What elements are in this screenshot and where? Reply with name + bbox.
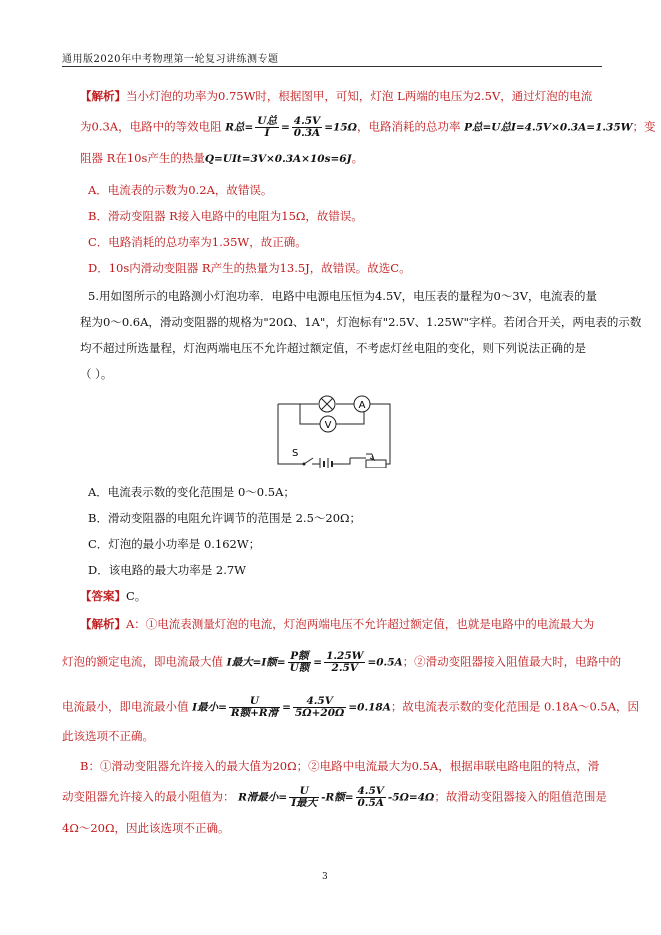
analysis-1-line-1: 【解析】当小灯泡的功率为0.75W时，根据图甲，可知，灯泡 L两端的电压为2.5V，通过灯泡的电流 bbox=[80, 89, 593, 103]
option-2-a: A．电流表示数的变化范围是 0～0.5A； bbox=[88, 485, 295, 499]
analysis-2-line-1: 【解析】A：①电流表测量灯泡的电流，灯泡两端电压不允许超过额定值，也就是电路中的电流最大为 bbox=[80, 617, 595, 631]
analysis-2-b-line-1: B：①滑动变阻器允许接入的最大值为20Ω；②电路中电流最大为0.5A，根据串联电路电阻的特点，滑 bbox=[80, 759, 600, 773]
question-5-line-1: 5.用如图所示的电路测小灯泡功率．电路中电源电压恒为4.5V，电压表的量程为0～3V，电流表的量 bbox=[88, 289, 597, 303]
page-number: 3 bbox=[322, 872, 328, 882]
analysis-2-line-3: 电流最小，即电流最小值 I最小= $\frac{U}{\text{R额+R滑}}$ = $\frac{4.5V}{5\Omega+20\Omega}$ =0.18A；故电流表示数的变化范围是 0.18A～0.5A，因 bbox=[62, 695, 640, 719]
analysis-2-b-line-2: 动变阻器允许接入的最小阻值为： R滑最小= $\frac{U}{\text{I最大}}$ -R额= $\frac{4.5V}{0.5A}$ -5Ω=4Ω；故滑动变阻器接入的阻值范围是 bbox=[62, 785, 607, 809]
svg-text:S: S bbox=[292, 448, 299, 459]
option-1-c: C．电路消耗的总功率为1.35W，故正确。 bbox=[88, 235, 307, 249]
svg-text:A: A bbox=[358, 400, 366, 411]
svg-text:V: V bbox=[324, 420, 332, 431]
circuit-diagram bbox=[270, 392, 410, 468]
option-2-c: C．灯泡的最小功率是 0.162W； bbox=[88, 537, 261, 551]
answer-line: 【答案】C。 bbox=[80, 589, 147, 603]
question-5-line-4: （ ）。 bbox=[80, 367, 113, 381]
rheostat-icon bbox=[366, 454, 386, 468]
option-1-a: A．电流表的示数为0.2A，故错误。 bbox=[88, 183, 273, 197]
lamp-icon bbox=[319, 396, 335, 412]
question-5-line-3: 均不超过所选量程，灯泡两端电压不允许超过额定值，不考虑灯丝电阻的变化，则下列说法正确的是 bbox=[80, 341, 586, 355]
switch-icon bbox=[292, 448, 313, 466]
option-1-b: B．滑动变阻器 R接入电路中的电阻为15Ω，故错误。 bbox=[88, 209, 363, 223]
header-rule bbox=[62, 66, 602, 67]
analysis-1-line-3: 阻器 R在10s产生的热量Q=UIt=3V×0.3A×10s=6J。 bbox=[80, 151, 364, 165]
analysis-2-line-4: 此该选项不正确。 bbox=[62, 729, 154, 743]
analysis-1-line-2: 为0.3A，电路中的等效电阻 R总= $\frac{\text{U总}}{I}$ = $\frac{4.5V}{0.3A}$ =15Ω，电路消耗的总功率 P总=U总I=4.5V×0.3A=1.35W；变 bbox=[80, 115, 656, 139]
voltmeter-icon bbox=[320, 416, 336, 432]
analysis-tag: 【解析】 bbox=[80, 89, 126, 103]
option-2-b: B．滑动变阻器的电阻允许调节的范围是 2.5～20Ω； bbox=[88, 511, 362, 525]
analysis-2-line-2: 灯泡的额定电流，即电流最大值 I最大=I额= $\frac{\text{P额}}{\text{U额}}$ = $\frac{1.25W}{2.5V}$ =0.5A；②滑动变阻器接入阻值最大时，电路中的 bbox=[62, 650, 622, 674]
battery-icon bbox=[320, 458, 332, 468]
ammeter-icon bbox=[354, 396, 370, 412]
option-1-d: D．10s内滑动变阻器 R产生的热量为13.5J，故错误。故选C。 bbox=[88, 261, 411, 275]
question-5-line-2: 程为0～0.6A，滑动变阻器的规格为"20Ω、1A"，灯泡标有"2.5V、1.25W"字样。若闭合开关，两电表的示数 bbox=[80, 315, 642, 329]
page-header: 通用版2020年中考物理第一轮复习讲练测专题 bbox=[62, 54, 279, 65]
option-2-d: D．该电路的最大功率是 2.7W bbox=[88, 563, 246, 577]
analysis-2-b-line-3: 4Ω～20Ω，因此该选项不正确。 bbox=[62, 821, 230, 835]
